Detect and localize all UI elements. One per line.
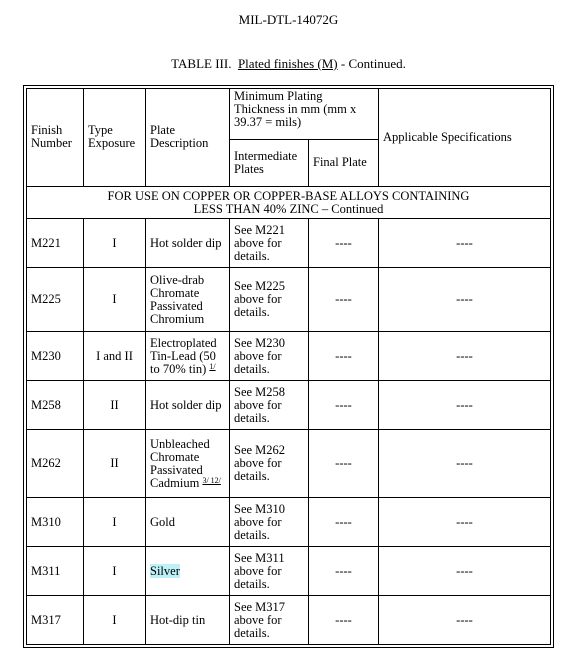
final-plate: ---- (309, 430, 379, 498)
header-finish-number: Finish Number (27, 89, 84, 187)
table-row (27, 498, 551, 547)
section-banner-line-2: LESS THAN 40% ZINC – Continued (193, 201, 384, 216)
finish-number: M221 (27, 219, 84, 268)
table-row (27, 547, 551, 596)
intermediate-plates: See M262 above for details. (230, 430, 309, 498)
plate-description (146, 332, 230, 381)
section-banner (27, 186, 551, 219)
header-min-thickness: Minimum Plating Thickness in mm (mm x 39.37 = mils) (230, 89, 379, 140)
header-intermediate-plates: Intermediate Plates (230, 139, 309, 186)
section-banner-line-1: FOR USE ON COPPER OR COPPER-BASE ALLOYS CONTAINING (107, 188, 470, 203)
applicable-specs: ---- (379, 268, 551, 332)
intermediate-plates: See M311 above for details. (230, 547, 309, 596)
final-plate: ---- (309, 596, 379, 645)
applicable-specs: ---- (379, 430, 551, 498)
plate-description (146, 219, 230, 268)
intermediate-plates: See M317 above for details. (230, 596, 309, 645)
table-row (27, 219, 551, 268)
finish-number: M317 (27, 596, 84, 645)
final-plate: ---- (309, 219, 379, 268)
intermediate-plates: See M225 above for details. (230, 268, 309, 332)
applicable-specs: ---- (379, 547, 551, 596)
final-plate: ---- (309, 498, 379, 547)
plated-finishes-table (26, 88, 551, 645)
applicable-specs: ---- (379, 219, 551, 268)
type-exposure: II (84, 381, 146, 430)
type-exposure: I (84, 268, 146, 332)
header-applicable-specs: Applicable Specifications (379, 89, 551, 187)
finish-number: M258 (27, 381, 84, 430)
table-title: Plated finishes (M) (237, 56, 338, 71)
finish-number: M225 (27, 268, 84, 332)
applicable-specs: ---- (379, 596, 551, 645)
intermediate-plates: See M230 above for details. (230, 332, 309, 381)
applicable-specs: ---- (379, 332, 551, 381)
intermediate-plates: See M258 above for details. (230, 381, 309, 430)
final-plate: ---- (309, 381, 379, 430)
finish-number: M311 (27, 547, 84, 596)
table-title-suffix: - Continued. (340, 56, 406, 71)
footnote-ref: 3/ 12/ (202, 475, 221, 485)
table-row (27, 381, 551, 430)
type-exposure: I (84, 498, 146, 547)
type-exposure: I and II (84, 332, 146, 381)
table-row (27, 430, 551, 498)
type-exposure: I (84, 596, 146, 645)
header-plate-description: Plate Description (146, 89, 230, 187)
plate-description (146, 268, 230, 332)
type-exposure: I (84, 219, 146, 268)
plate-text: Olive-drab Chromate Passivated Chromium (150, 272, 205, 326)
final-plate: ---- (309, 332, 379, 381)
table-caption (0, 56, 577, 72)
type-exposure: II (84, 430, 146, 498)
plate-text: Gold (150, 514, 175, 529)
footnote-ref: 1/ (209, 361, 216, 371)
table-frame (23, 85, 554, 648)
plate-description (146, 547, 230, 596)
intermediate-plates: See M221 above for details. (230, 219, 309, 268)
plate-text: Unbleached Chromate Passivated Cadmium (150, 436, 210, 490)
plate-description (146, 430, 230, 498)
applicable-specs: ---- (379, 498, 551, 547)
finish-number: M310 (27, 498, 84, 547)
plate-text-highlighted[interactable]: Silver (150, 563, 180, 578)
document-id-header: MIL-DTL-14072G (238, 12, 339, 27)
finish-number: M230 (27, 332, 84, 381)
intermediate-plates: See M310 above for details. (230, 498, 309, 547)
plate-description (146, 381, 230, 430)
table-row (27, 332, 551, 381)
final-plate: ---- (309, 547, 379, 596)
table-row (27, 268, 551, 332)
plate-text: Electroplated Tin-Lead (50 to 70% tin) (150, 335, 217, 376)
plate-description (146, 596, 230, 645)
plate-description (146, 498, 230, 547)
applicable-specs: ---- (379, 381, 551, 430)
plate-text: Hot solder dip (150, 397, 222, 412)
final-plate: ---- (309, 268, 379, 332)
type-exposure: I (84, 547, 146, 596)
plate-text: Hot solder dip (150, 235, 222, 250)
table-number: TABLE III. (171, 56, 232, 71)
finish-number: M262 (27, 430, 84, 498)
header-final-plate: Final Plate (309, 139, 379, 186)
table-row (27, 596, 551, 645)
header-type-exposure: Type Exposure (84, 89, 146, 187)
plate-text: Hot-dip tin (150, 612, 206, 627)
